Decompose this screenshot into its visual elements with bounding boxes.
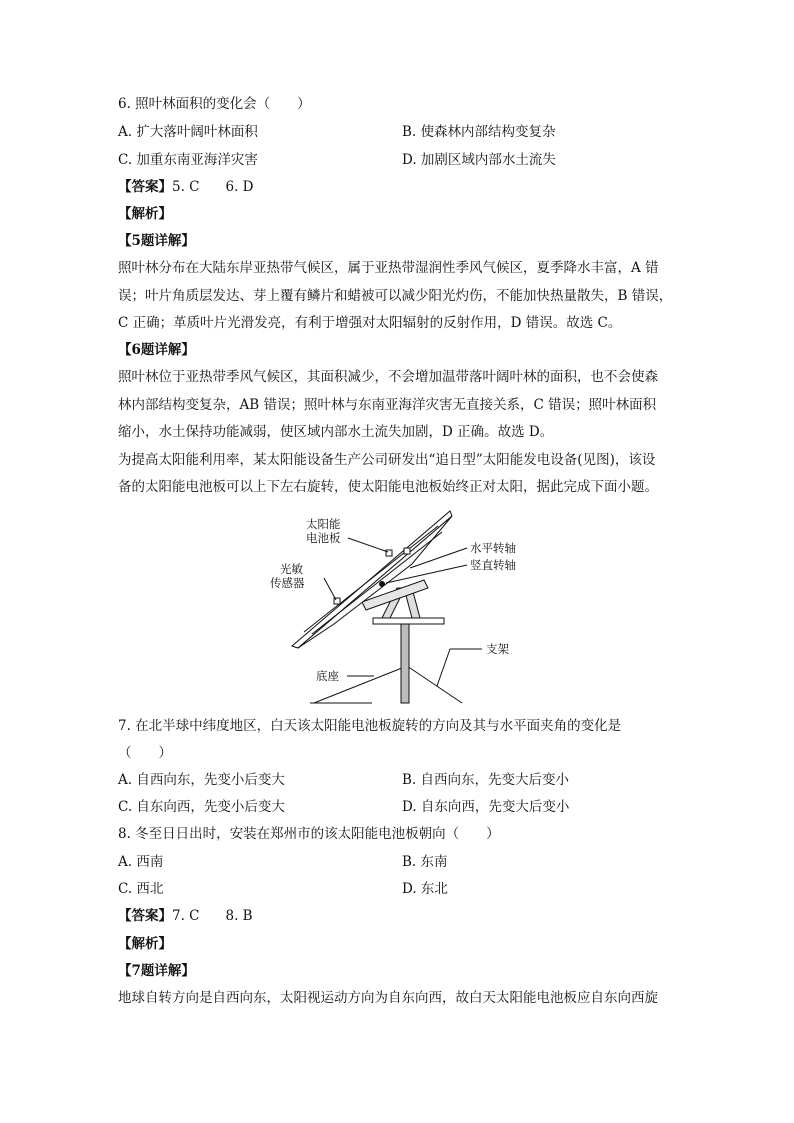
detail5-line: C 正确；革质叶片光滑发亮，有利于增强对太阳辐射的反射作用，D 错误。故选 C。 xyxy=(118,315,622,331)
answer-row-1 xyxy=(118,178,254,196)
light-sensor xyxy=(386,550,392,556)
leader-panel xyxy=(348,538,388,552)
q8-option-b: B. 东南 xyxy=(402,854,448,870)
label-sensor-1: 光敏 xyxy=(280,562,303,576)
label-h-axis: 水平转轴 xyxy=(470,541,516,555)
answer-row-2 xyxy=(118,907,253,925)
label-base: 底座 xyxy=(316,669,339,683)
q7-option-d: D. 自东向西，先变大后变小 xyxy=(402,799,570,815)
label-panel-2: 电池板 xyxy=(306,531,341,545)
answer-7: 7. C xyxy=(172,908,200,924)
q8-option-c: C. 西北 xyxy=(118,881,164,897)
answer-5: 5. C xyxy=(172,179,200,195)
support-column xyxy=(401,624,409,703)
q6-stem: 6. 照叶林面积的变化会（ ） xyxy=(118,96,311,112)
label-v-axis: 竖直转轴 xyxy=(470,558,516,572)
detail7-line: 地球自转方向是自西向东，太阳视运动方向为自东向西，故白天太阳能电池板应自东向西旋 xyxy=(118,990,658,1006)
pivot-point xyxy=(380,582,385,587)
intro-line: 为提高太阳能利用率，某太阳能设备生产公司研发出“追日型”太阳能发电设备(见图)，该设 xyxy=(118,452,656,468)
q6-option-c: C. 加重东南亚海洋灾害 xyxy=(118,152,258,168)
detail6-heading: 【6题详解】 xyxy=(118,342,195,358)
q7-option-b: B. 自西向东，先变大后变小 xyxy=(402,772,570,788)
detail6-line: 林内部结构变复杂，AB 错误；照叶林与东南亚海洋灾害无直接关系，C 错误；照叶林面积 xyxy=(118,397,657,413)
detail5-heading: 【5题详解】 xyxy=(118,233,195,249)
detail5-line: 照叶林分布在大陆东岸亚热带气候区，属于亚热带湿润性季风气候区，夏季降水丰富，A 错 xyxy=(118,260,659,276)
analysis-heading-2: 【解析】 xyxy=(118,936,172,952)
detail5-line: 误；叶片角质层发达、芽上覆有鳞片和蜡被可以减少阳光灼伤，不能加快热量散失，B 错误， xyxy=(118,288,673,304)
label-stand: 支架 xyxy=(486,642,509,656)
q6-option-b: B. 使森林内部结构变复杂 xyxy=(402,124,556,140)
q8-option-d: D. 东北 xyxy=(402,881,448,897)
q6-option-a: A. 扩大落叶阔叶林面积 xyxy=(118,124,258,140)
top-plate xyxy=(373,618,444,624)
answer-6: 6. D xyxy=(225,179,254,195)
light-sensor xyxy=(404,548,410,554)
answer-label: 【答案】 xyxy=(118,908,172,924)
q8-option-a: A. 西南 xyxy=(118,854,164,870)
label-sensor-2: 传感器 xyxy=(270,576,305,590)
solar-tracker-figure xyxy=(262,506,542,706)
detail6-line: 照叶林位于亚热带季风气候区，其面积减少，不会增加温带落叶阔叶林的面积，也不会使森 xyxy=(118,369,658,385)
answer-8: 8. B xyxy=(225,908,253,924)
intro-line: 备的太阳能电池板可以上下左右旋转，使太阳能电池板始终正对太阳，据此完成下面小题。 xyxy=(118,479,658,495)
detail6-line: 缩小，水土保持功能减弱，使区域内部水土流失加剧，D 正确。故选 D。 xyxy=(118,424,554,440)
q8-stem: 8. 冬至日日出时，安装在郑州市的该太阳能电池板朝向（ ） xyxy=(118,826,500,842)
answer-label: 【答案】 xyxy=(118,179,172,195)
leader-stand xyxy=(437,649,450,686)
q7-stem: 7. 在北半球中纬度地区，白天该太阳能电池板旋转的方向及其与水平面夹角的变化是 xyxy=(118,718,622,734)
q7-stem-paren: （ ） xyxy=(118,745,172,761)
label-panel-1: 太阳能 xyxy=(306,517,341,531)
analysis-heading-1: 【解析】 xyxy=(118,206,172,222)
leader-sensor xyxy=(324,578,336,600)
q7-option-c: C. 自东向西，先变小后变大 xyxy=(118,799,285,815)
detail7-heading: 【7题详解】 xyxy=(118,963,195,979)
q7-option-a: A. 自西向东，先变小后变大 xyxy=(118,772,285,788)
base-leg-right xyxy=(407,666,462,703)
q6-option-d: D. 加剧区域内部水土流失 xyxy=(402,152,556,168)
